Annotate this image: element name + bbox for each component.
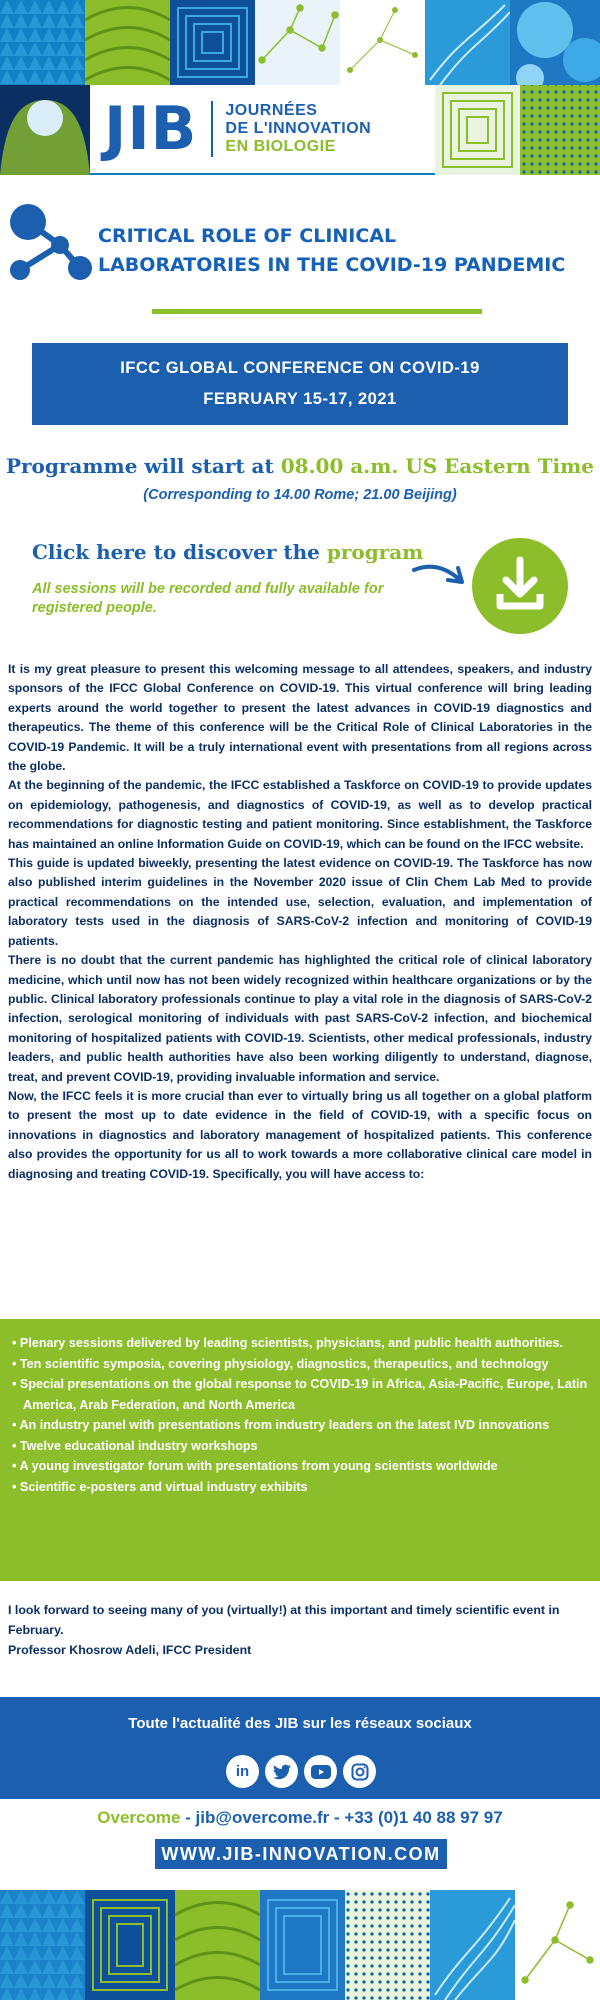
title-divider [152, 309, 482, 314]
molecule-icon [0, 200, 95, 295]
youtube-icon[interactable] [304, 1755, 337, 1788]
download-icon [472, 538, 568, 634]
bottom-artwork [0, 1890, 600, 2000]
closing-line: I look forward to seeing many of you (virtually!) at this important and timely scientific event in February. [8, 1603, 560, 1637]
program-link-prefix: Click here to discover the [32, 540, 327, 564]
social-footer [0, 1697, 600, 1799]
list-item: • Twelve educational industry workshops [10, 1436, 590, 1457]
title-section [0, 198, 600, 318]
conference-name: IFCC GLOBAL CONFERENCE ON COVID-19 [120, 359, 480, 377]
program-link[interactable] [32, 540, 423, 564]
programme-start-prefix: Programme will start at [5, 454, 281, 478]
website-link[interactable]: WWW.JIB-INNOVATION.COM [155, 1839, 447, 1869]
conference-banner [32, 343, 568, 425]
paragraph: This guide is updated biweekly, presenting the latest evidence on COVID-19. The Taskforce has now also published interim guidelines in the November 2020 issue of Clin Chem Lab Med to provide practical recommendations on the intended use, selection, evaluation, and implementation of laboratory tests used in the diagnosis of SARS-CoV-2 infection and monitoring of COVID-19 patients. [8, 856, 592, 948]
access-list-panel [0, 1319, 600, 1581]
list-item: • A young investigator forum with presentations from young scientists worldwide [10, 1456, 590, 1477]
title-line-1: CRITICAL ROLE OF CLINICAL [98, 225, 397, 247]
closing-section [8, 1600, 592, 1660]
jib-logo[interactable] [90, 85, 435, 173]
list-item: • Plenary sessions delivered by leading scientists, physicians, and public health authorities. [10, 1333, 590, 1354]
programme-start [0, 454, 600, 478]
download-button[interactable] [472, 538, 568, 634]
signature: Professor Khosrow Adeli, IFCC President [8, 1643, 252, 1657]
recorded-note: All sessions will be recorded and fully available for registered people. [32, 581, 384, 616]
header-banner [0, 0, 600, 175]
paragraph: Now, the IFCC feels it is more crucial than ever to virtually bring us all together on a global platform to present the most up to date evidence in the field of COVID-19, with a specific focus on innovations in diagnostics and laboratory management of hospitalized patients. This conference also provides the opportunity for us all to work towards a more collaborative clinical care model in diagnosing and treating COVID-19. Specifically, you will have access to: [8, 1088, 592, 1181]
title-line-2: LABORATORIES IN THE COVID-19 PANDEMIC [98, 254, 566, 276]
logo-wordmark [225, 102, 371, 156]
contact-brand: Overcome [97, 1808, 181, 1827]
list-item: • Special presentations on the global response to COVID-19 in Africa, Asia-Pacific, Europe, Latin America, Arab Federation, and North America [10, 1374, 590, 1415]
jib-logo-mark: JIB [104, 94, 198, 164]
paragraph: At the beginning of the pandemic, the IFCC established a Taskforce on COVID-19 to provide updates on epidemiology, pathogenesis, and diagnostics of COVID-19, as well as to develop practical recommendations for diagnostic testing and patient monitoring. Since establishment, the Taskforce has maintained an online Information Guide on COVID-19, which can be found on the IFCC website. [8, 778, 592, 851]
list-item: • An industry panel with presentations from industry leaders on the latest IVD innovations [10, 1415, 590, 1436]
paragraph: It is my great pleasure to present this welcoming message to all attendees, speakers, and industry sponsors of the IFCC Global Conference on COVID-19. This virtual conference will bring leading experts around the world together to present the latest advances in COVID-19 diagnostics and therapeutics. The theme of this conference will be the Critical Role of Clinical Laboratories in the COVID-19 Pandemic. It will be a truly international event with presentations from all regions across the globe. [8, 662, 592, 774]
conference-dates: FEBRUARY 15-17, 2021 [203, 390, 397, 408]
arrow-right-icon [410, 556, 470, 596]
logo-line-3: EN BIOLOGIE [225, 138, 336, 155]
paragraph: There is no doubt that the current pandemic has highlighted the critical role of clinical laboratory medicine, which until now has not been widely recognized within healthcare organizations or by the public. Clinical laboratory professionals continue to play a vital role in the diagnosis of SARS-CoV-2 infection, serological monitoring of individuals with past SARS-CoV-2 infection, and biochemical monitoring of hospitalized patients with COVID-19. Scientists, other medical professionals, industry leaders, and public health authorities have also been working diligently to understand, diagnose, treat, and prevent COVID-19, providing invaluable information and service. [8, 953, 592, 1084]
bottom-banner [0, 1890, 600, 2000]
twitter-icon[interactable] [265, 1755, 298, 1788]
welcome-message [8, 660, 592, 1184]
logo-divider [211, 101, 213, 157]
page-title [98, 222, 565, 280]
list-item: • Scientific e-posters and virtual industry exhibits [10, 1477, 590, 1498]
instagram-icon[interactable] [343, 1755, 376, 1788]
access-list [0, 1319, 600, 1497]
linkedin-icon[interactable]: in [226, 1755, 259, 1788]
list-item: • Ten scientific symposia, covering physiology, diagnostics, therapeutics, and technology [10, 1354, 590, 1375]
programme-start-time: 08.00 a.m. US Eastern Time [280, 454, 595, 478]
social-links [226, 1755, 376, 1791]
contact-details: - jib@overcome.fr - +33 (0)1 40 88 97 97 [180, 1808, 503, 1827]
social-title: Toute l'actualité des JIB sur les réseaux sociaux [128, 1715, 472, 1732]
contact-line[interactable] [0, 1808, 600, 1828]
program-link-text[interactable]: program [326, 540, 424, 564]
logo-line-1: JOURNÉES [225, 102, 318, 119]
programme-corresponding: (Corresponding to 14.00 Rome; 21.00 Beijing) [143, 487, 457, 503]
logo-line-2: DE L'INNOVATION [225, 120, 372, 137]
